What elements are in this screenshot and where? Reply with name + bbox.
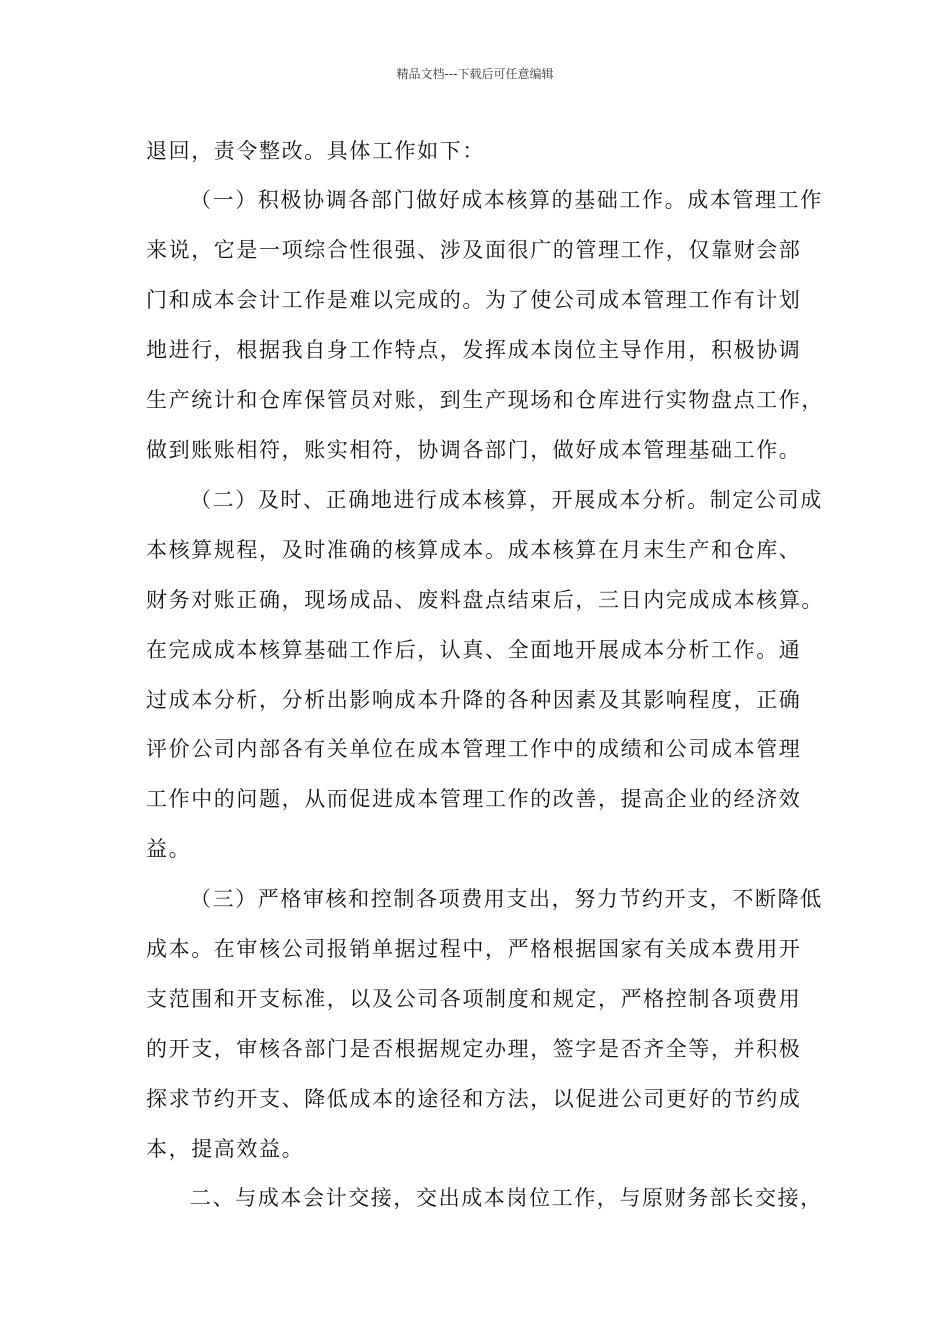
text-line: 财务对账正确，现场成品、废料盘点结束后，三日内完成成本核算。: [146, 588, 824, 612]
text-line: 地进行，根据我自身工作特点，发挥成本岗位主导作用，积极协调: [146, 338, 802, 362]
text-line: 的开支，审核各部门是否根据规定办理，签字是否齐全等，并积极: [146, 1037, 802, 1061]
page-header: 精品文档---下载后可任意编辑: [396, 67, 554, 81]
text-line: 生产统计和仓库保管员对账，到生产现场和仓库进行实物盘点工作，: [146, 388, 824, 412]
paragraph-2-start: （二）及时、正确地进行成本核算，开展成本分析。制定公司成: [190, 488, 823, 512]
paragraph-4-start: 二、与成本会计交接，交出成本岗位工作，与原财务部长交接，: [190, 1186, 823, 1210]
text-line: 门和成本会计工作是难以完成的。为了使公司成本管理工作有计划: [146, 288, 802, 312]
text-line: 探求节约开支、降低成本的途径和方法，以促进公司更好的节约成: [146, 1087, 802, 1111]
text-line: 支范围和开支标准，以及公司各项制度和规定，严格控制各项费用: [146, 987, 802, 1011]
text-line: 来说，它是一项综合性很强、涉及面很广的管理工作，仅靠财会部: [146, 238, 802, 262]
text-line: 益。: [146, 837, 192, 861]
text-line: 退回，责令整改。具体工作如下：: [146, 139, 485, 163]
text-line: 本核算规程，及时准确的核算成本。成本核算在月末生产和仓库、: [146, 538, 802, 562]
text-line: 在完成成本核算基础工作后，认真、全面地开展成本分析工作。通: [146, 638, 802, 662]
text-line: 过成本分析，分析出影响成本升降的各种因素及其影响程度，正确: [146, 688, 802, 712]
text-line: 评价公司内部各有关单位在成本管理工作中的成绩和公司成本管理: [146, 737, 802, 761]
paragraph-1-start: （一）积极协调各部门做好成本核算的基础工作。成本管理工作: [190, 188, 823, 212]
text-line: 本，提高效益。: [146, 1137, 305, 1161]
paragraph-3-start: （三）严格审核和控制各项费用支出，努力节约开支，不断降低: [190, 887, 823, 911]
text-line: 做到账账相符，账实相符，协调各部门，做好成本管理基础工作。: [146, 438, 802, 462]
text-line: 工作中的问题，从而促进成本管理工作的改善，提高企业的经济效: [146, 787, 802, 811]
text-line: 成本。在审核公司报销单据过程中，严格根据国家有关成本费用开: [146, 937, 802, 961]
